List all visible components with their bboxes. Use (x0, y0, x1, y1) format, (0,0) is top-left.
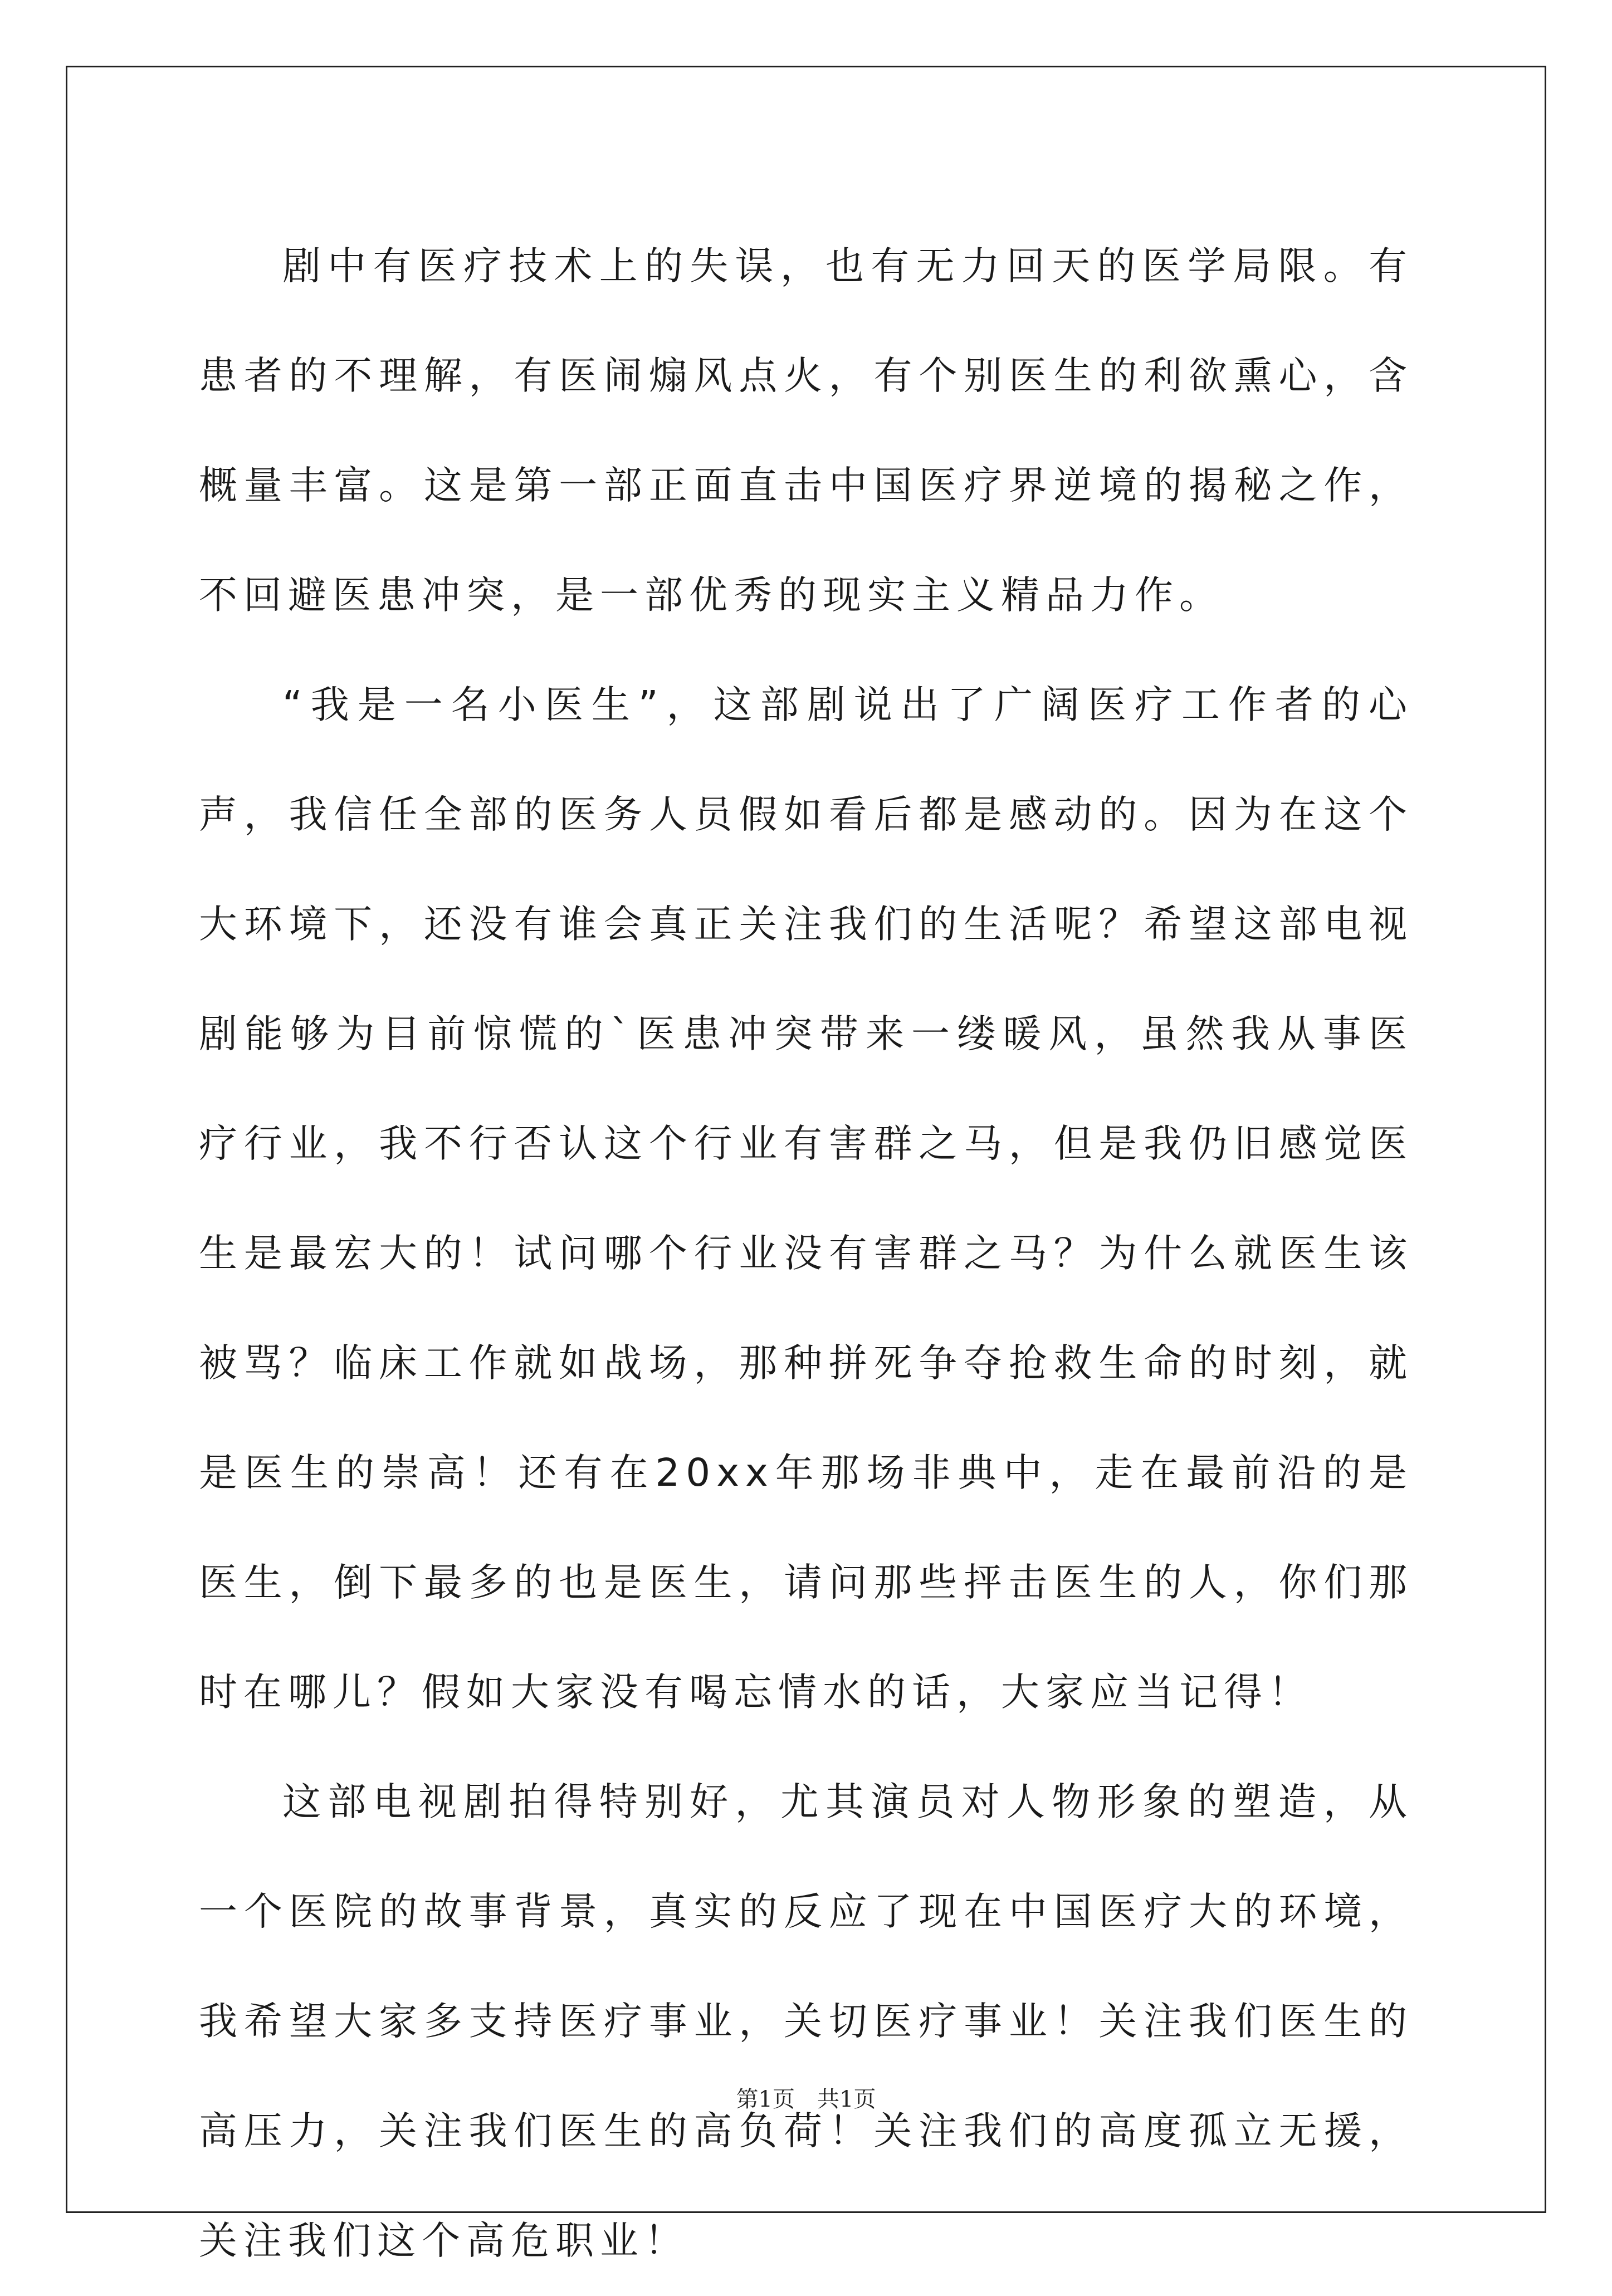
paragraph: 这部电视剧拍得特别好，尤其演员对人物形象的塑造，从一个医院的故事背景，真实的反应了现在中国医疗大的环境，我希望大家多支持医疗事业，关切医疗事业！关注我们医生的高压力，关注我们医生的高负荷！关注我们的高度孤立无援，关注我们这个高危职业！ (199, 1780, 1413, 2263)
page-footer (0, 2082, 1612, 2113)
page-total: 共1页 (817, 2087, 876, 2112)
document-body (199, 212, 1413, 2296)
paragraph: “我是一名小医生”，这部剧说出了广阔医疗工作者的心声，我信任全部的医务人员假如看后都是感动的。因为在这个大环境下，还没有谁会真正关注我们的生活呢？希望这部电视剧能够为目前惊慌的`医患冲突带来一缕暖风，虽然我从事医疗行业，我不行否认这个行业有害群之马，但是我仍旧感觉医生是最宏大的！试问哪个行业没有害群之马？为什么就医生该被骂？临床工作就如战场，那种拼死争夺抢救生命的时刻，就是医生的崇高！还有在20xx年那场非典中，走在最前沿的是医生，倒下最多的也是医生，请问那些抨击医生的人，你们那时在哪儿？假如大家没有喝忘情水的话，大家应当记得！ (199, 683, 1413, 1715)
page-number: 第1页 (736, 2087, 795, 2112)
paragraph: 剧中有医疗技术上的失误，也有无力回天的医学局限。有患者的不理解，有医闹煽风点火，有个别医生的利欲熏心，含概量丰富。这是第一部正面直击中国医疗界逆境的揭秘之作，不回避医患冲突，是一部优秀的现实主义精品力作。 (199, 244, 1413, 618)
